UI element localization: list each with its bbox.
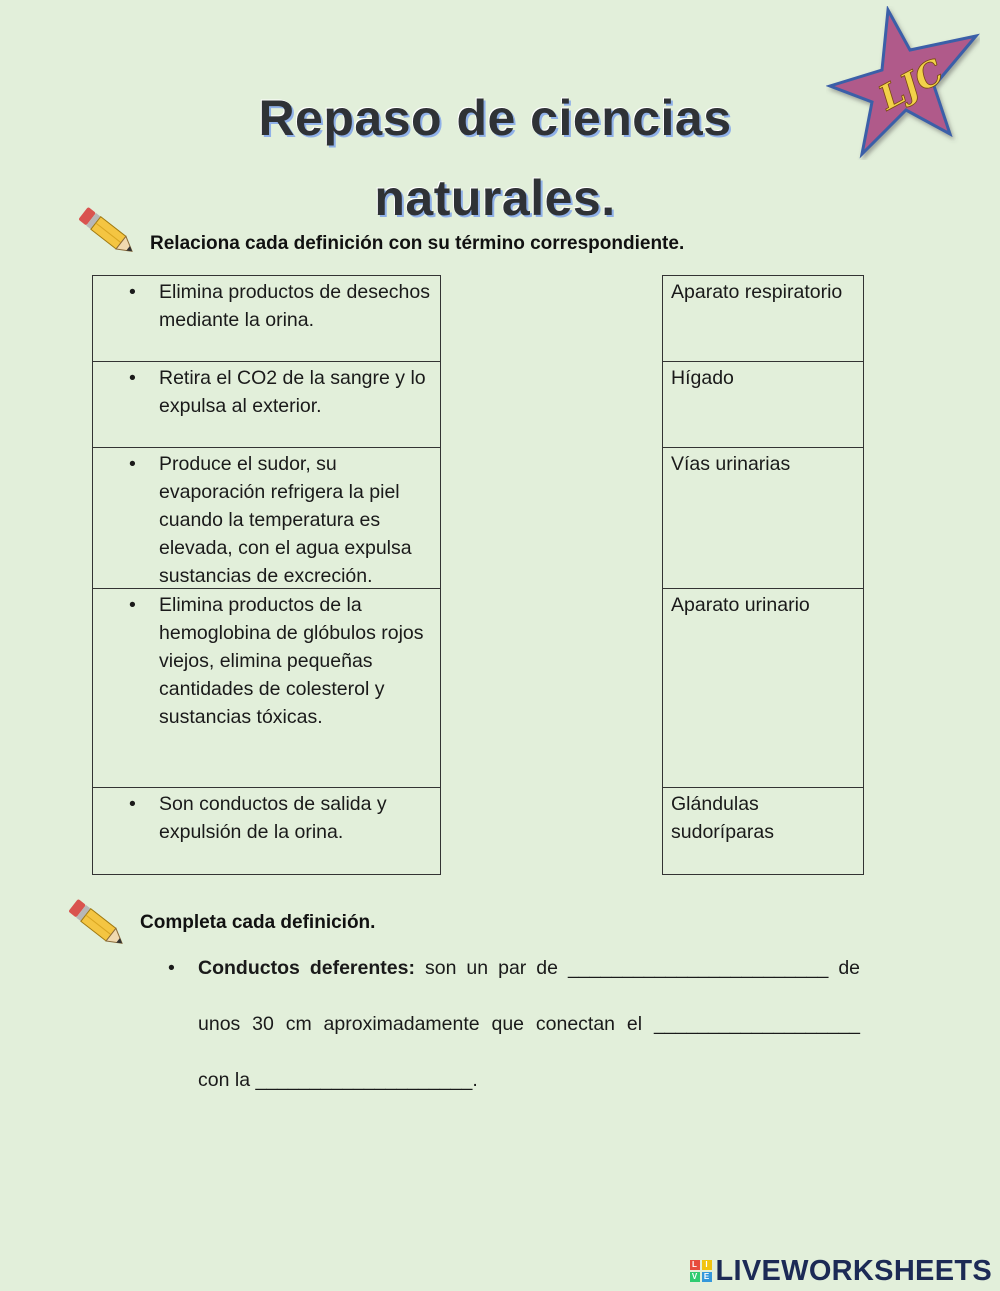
term-cell[interactable] <box>662 361 864 448</box>
instruction-match: Relaciona cada definición con su término correspondiente. <box>150 233 685 254</box>
definition-text: Son conductos de salida y expulsión de la orina. <box>159 793 387 843</box>
bullet: • <box>129 453 136 475</box>
bullet: • <box>129 594 136 616</box>
pencil-icon <box>74 202 140 264</box>
term-text: Vías urinarias <box>671 453 791 475</box>
fill-text: de <box>838 957 861 979</box>
fill-line-3 <box>198 1066 860 1094</box>
logo-letter: E <box>702 1272 712 1282</box>
bullet: • <box>168 957 175 979</box>
definition-cell <box>92 447 441 589</box>
logo-letter: L <box>690 1260 700 1270</box>
fill-text: son un par de <box>424 957 558 979</box>
term-text: Aparato respiratorio <box>671 281 843 303</box>
term-label: Conductos deferentes: <box>198 957 415 979</box>
definition-text: Produce el sudor, su evaporación refrigera la piel cuando la temperatura es elevada, con el agua expulsa sustancias de excreción. <box>159 453 412 587</box>
definition-text: Elimina productos de desechos mediante la orina. <box>159 281 430 331</box>
logo-letter: V <box>690 1272 700 1282</box>
title-line-2: naturales. <box>374 170 616 226</box>
badge-text: LJC <box>872 51 951 119</box>
page-title <box>200 78 790 238</box>
instruction-complete: Completa cada definición. <box>140 912 376 933</box>
term-cell[interactable] <box>662 588 864 788</box>
definition-text: Elimina productos de la hemoglobina de glóbulos rojos viejos, elimina pequeñas cantidades de colesterol y sustancias tóxicas. <box>159 594 424 728</box>
definition-cell <box>92 361 441 448</box>
definition-text: Retira el CO2 de la sangre y lo expulsa al exterior. <box>159 367 426 417</box>
term-text: Aparato urinario <box>671 594 810 616</box>
liveworksheets-logo[interactable] <box>690 1254 993 1288</box>
definition-cell <box>92 787 441 875</box>
blank-input-1[interactable]: ________________________ <box>568 957 829 979</box>
definition-cell <box>92 275 441 362</box>
title-line-1: Repaso de ciencias <box>258 90 732 146</box>
bullet: • <box>129 793 136 815</box>
logo-mark-icon <box>690 1260 712 1282</box>
term-text: Glándulas sudoríparas <box>671 793 774 843</box>
pencil-icon <box>64 894 130 956</box>
term-text: Hígado <box>671 367 734 389</box>
bullet: • <box>129 367 136 389</box>
logo-text: LIVEWORKSHEETS <box>715 1254 992 1287</box>
logo-letter: I <box>702 1260 712 1270</box>
fill-text: unos 30 cm aproximadamente que conectan el <box>198 1013 643 1035</box>
term-cell[interactable] <box>662 275 864 362</box>
fill-text: . <box>472 1069 478 1091</box>
fill-line-2 <box>198 1010 860 1038</box>
term-cell[interactable] <box>662 787 864 875</box>
bullet: • <box>129 281 136 303</box>
blank-input-2[interactable]: ___________________ <box>653 1013 861 1035</box>
fill-line-1 <box>198 954 860 982</box>
star-badge-icon <box>826 6 980 160</box>
fill-text: con la <box>198 1069 251 1091</box>
blank-input-3[interactable]: ____________________ <box>255 1069 473 1091</box>
definition-cell <box>92 588 441 788</box>
term-cell[interactable] <box>662 447 864 589</box>
